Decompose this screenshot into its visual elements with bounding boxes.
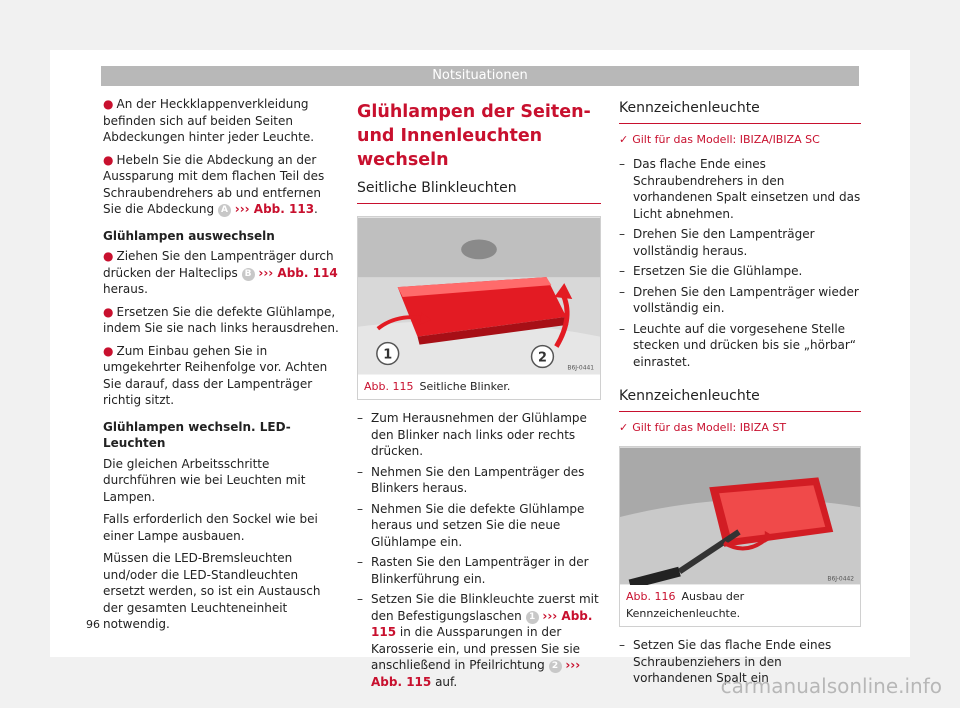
marker-1: 1: [526, 611, 539, 624]
step-5: – Leuchte auf die vorgesehene Stelle stecken und drücken bis sie „hörbar“ einrastet.: [619, 321, 861, 371]
side-blinker-illustration: [358, 217, 600, 375]
figure-115: [357, 216, 601, 401]
figure-link-114[interactable]: ››› Abb. 114: [258, 265, 338, 280]
heading-license-light-1: Kennzeichenleuchte: [619, 100, 861, 124]
figure-code: B6J-0441: [567, 363, 595, 371]
check-icon: ✓: [619, 420, 629, 434]
watermark: carmanualsonline.info: [720, 674, 942, 698]
bullet-2: ● Hebeln Sie die Abdeckung an der Aussparung mit dem flachen Teil des Schraubendrehers ab und entfernen Sie die Abdeckung A ››› Abb. 113.: [103, 152, 325, 216]
bullet-5: ● Zum Einbau gehen Sie in umgekehrter Reihenfolge vor. Achten Sie darauf, dass der Lampenträger richtig sitzt.: [103, 343, 328, 407]
check-icon: ✓: [619, 132, 629, 146]
step-2: – Drehen Sie den Lampenträger vollständig heraus.: [619, 226, 861, 259]
bullet-1: ● An der Heckklappenverkleidung befinden sich auf beiden Seiten Abdeckungen hinter jeder Leuchte.: [103, 97, 315, 144]
figure-caption: Abb. 115 Seitliche Blinker.: [364, 379, 511, 393]
column-right: [619, 100, 861, 691]
page-number: 96: [86, 618, 100, 631]
bullet-icon: ●: [103, 249, 114, 263]
step-3: – Nehmen Sie die defekte Glühlampe heraus und setzen Sie die neue Glühlampe ein.: [357, 501, 601, 551]
marker-2: 2: [549, 660, 562, 673]
subheading-bulb-change: Glühlampen auswechseln: [103, 228, 275, 243]
figure-label: Abb. 115: [364, 379, 414, 393]
figure-link-115[interactable]: ››› Abb. 115: [371, 608, 593, 639]
bullet-icon: ●: [103, 343, 114, 358]
validity-note-2: ✓ Gilt für das Modell: IBIZA ST: [619, 420, 787, 434]
step-3: – Ersetzen Sie die Glühlampe.: [619, 263, 861, 280]
figure-label: Abb. 116: [626, 590, 676, 603]
steps-list-1: [619, 156, 861, 370]
step-4: – Drehen Sie den Lampenträger wieder vollständig ein.: [619, 284, 861, 317]
step-1: – Das flache Ende eines Schraubendrehers in den vorhandenen Spalt einsetzen und das Licht abnehmen.: [619, 156, 861, 222]
callout-2: 2: [537, 349, 547, 365]
section-header: Notsituationen: [101, 66, 859, 86]
paragraph-1: Die gleichen Arbeitsschritte durchführen wie bei Leuchten mit Lampen.: [103, 456, 306, 504]
step-2: – Nehmen Sie den Lampenträger des Blinkers heraus.: [357, 464, 601, 497]
bullet-icon: ●: [103, 152, 114, 167]
figure-link-113[interactable]: ››› Abb. 113: [234, 202, 315, 216]
marker-a: A: [218, 204, 231, 217]
paragraph-2: Falls erforderlich den Sockel wie bei einer Lampe ausbauen.: [103, 512, 318, 543]
bullet-icon: ●: [103, 97, 114, 111]
bullet-4: ● Ersetzen Sie die defekte Glühlampe, indem Sie sie nach links herausdrehen.: [103, 304, 339, 335]
figure-code: B6J-0442: [827, 575, 855, 583]
column-left: [103, 96, 341, 639]
figure-116: [619, 446, 861, 627]
step-4: – Rasten Sie den Lampenträger in der Blinkerführung ein.: [357, 554, 601, 587]
paragraph-3: Müssen die LED-Bremsleuchten und/oder die LED-Standleuchten ersetzt werden, so ist ein Austausch der gesamten Leuchteneinheit notwendig.: [103, 551, 321, 631]
step-6: – Setzen Sie das flache Ende eines Schraubenziehers in den vorhandenen Spalt ein: [619, 637, 861, 687]
figure-link-115-b[interactable]: ››› Abb. 115: [371, 658, 581, 689]
subheading-led: Glühlampen wechseln. LED-Leuchten: [103, 419, 291, 450]
heading-license-light-2: Kennzeichenleuchte: [619, 388, 861, 412]
marker-b: B: [242, 268, 255, 281]
license-light-illustration: [620, 447, 860, 585]
callout-1: 1: [383, 346, 393, 362]
section-subtitle: Seitliche Blinkleuchten: [357, 180, 601, 204]
section-title: Glühlampen der Seiten- und Innenleuchten wechseln: [357, 102, 591, 170]
step-5: – Setzen Sie die Blinkleuchte zuerst mit den Befestigungslaschen 1 ››› Abb. 115 in die Aussparungen in der Karosserie ein, und pressen Sie sie anschließend in Pfeilrichtung 2 ››› Abb. 115 auf.: [357, 591, 601, 690]
step-1: – Zum Herausnehmen der Glühlampe den Blinker nach links oder rechts drücken.: [357, 410, 601, 460]
bullet-3: ● Ziehen Sie den Lampenträger durch drücken der Halteclips B ››› Abb. 114 heraus.: [103, 249, 338, 296]
bullet-icon: ●: [103, 304, 114, 319]
column-middle: [357, 100, 601, 694]
validity-note-1: ✓ Gilt für das Modell: IBIZA/IBIZA SC: [619, 132, 820, 146]
figure-caption: Abb. 116 Ausbau der Kennzeichenleuchte.: [626, 590, 745, 620]
steps-list: [357, 410, 601, 690]
